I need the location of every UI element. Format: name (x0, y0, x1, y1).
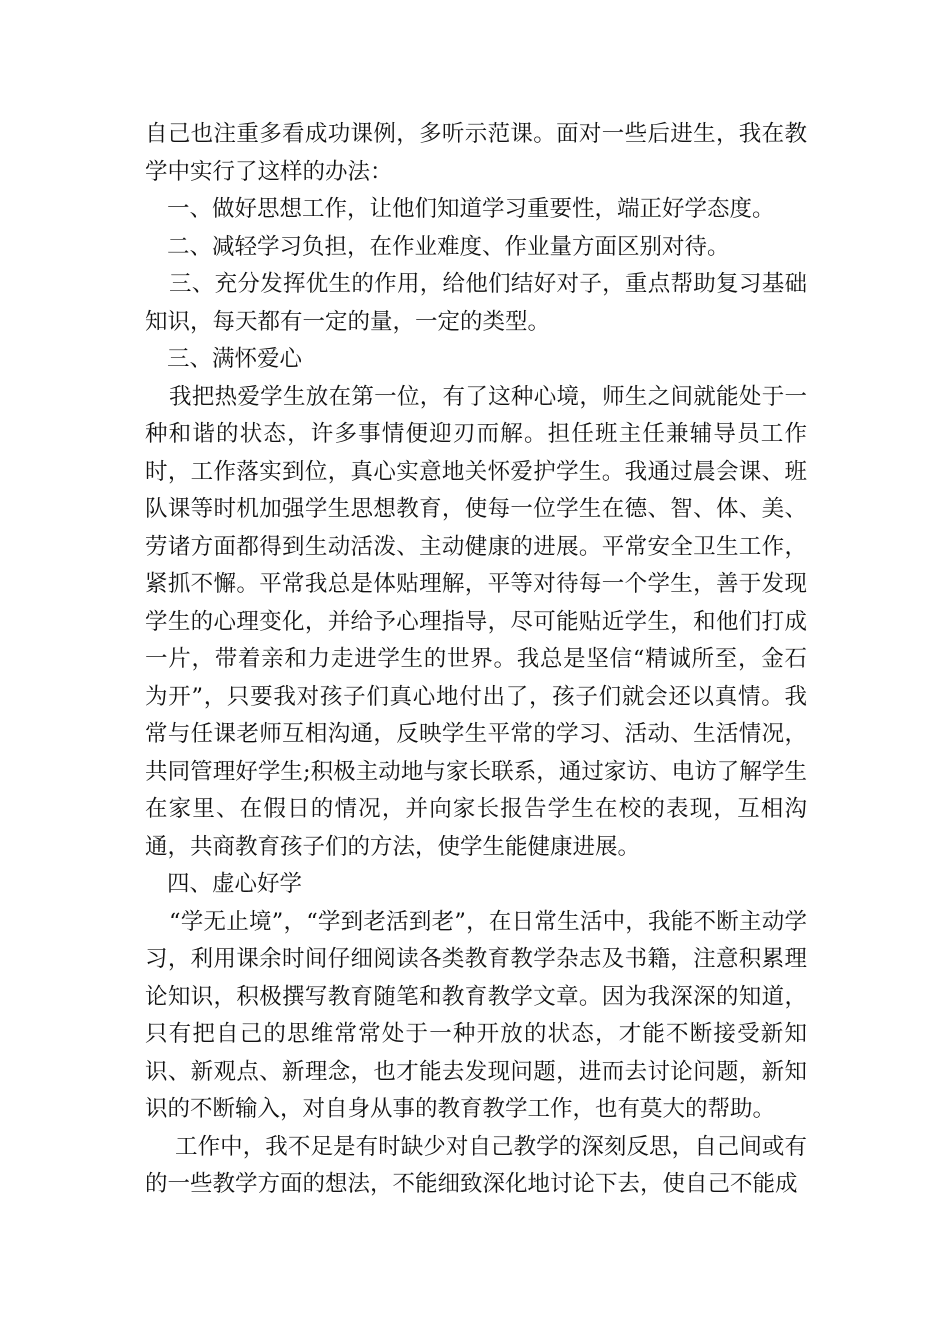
section-heading-love: 三、满怀爱心 (167, 346, 303, 372)
list-item-burden: 二、减轻学习负担，在作业难度、作业量方面区别对待。 (167, 233, 730, 260)
document-body (145, 116, 807, 1204)
paragraph-reflection: 工作中，我不足是有时缺少对自己教学的深刻反思，自己间或有的一些教学方面的想法，不能细致深化地讨论下去，使自己不能成 (145, 1133, 807, 1197)
paragraph-learning: “学无止境”，“学到老活到老”，在日常生活中，我能不断主动学习，利用课余时间仔细阅读各类教育教学杂志及书籍，注意积累理论知识，积极撰写教育随笔和教育教学文章。因为我深深的知道，只有把自己的思维常常处于一种开放的状态，才能不断接受新知识、新观点、新理念，也才能去发现问题，进而去讨论问题，新知识的不断输入，对自身从事的教育教学工作，也有莫大的帮助。 (145, 908, 807, 1122)
list-item-ideology: 一、做好思想工作，让他们知道学习重要性，端正好学态度。 (167, 196, 775, 222)
list-item-top-students: 三、充分发挥优生的作用，给他们结好对子，重点帮助复习基础知识，每天都有一定的量，一定的类型。 (145, 271, 807, 335)
paragraph-intro: 自己也注重多看成功课例，多听示范课。面对一些后进生，我在教学中实行了这样的办法： (145, 121, 807, 185)
section-heading-learning: 四、虚心好学 (167, 871, 303, 897)
paragraph-love: 我把热爱学生放在第一位，有了这种心境，师生之间就能处于一种和谐的状态，许多事情便迎刃而解。担任班主任兼辅导员工作时，工作落实到位，真心实意地关怀爱护学生。我通过晨会课、班队课等时机加强学生思想教育，使每一位学生在德、智、体、美、劳诸方面都得到生动活泼、主动健康的进展。平常安全卫生工作，紧抓不懈。平常我总是体贴理解，平等对待每一个学生，善于发现学生的心理变化，并给予心理指导，尽可能贴近学生，和他们打成一片，带着亲和力走进学生的世界。我总是坚信“精诚所至，金石为开”，只要我对孩子们真心地付出了，孩子们就会还以真情。我常与任课老师互相沟通，反映学生平常的学习、活动、生活情况，共同管理好学生;积极主动地与家长联系，通过家访、电访了解学生在家里、在假日的情况，并向家长报告学生在校的表现，互相沟通，共商教育孩子们的方法，使学生能健康进展。 (145, 383, 807, 860)
